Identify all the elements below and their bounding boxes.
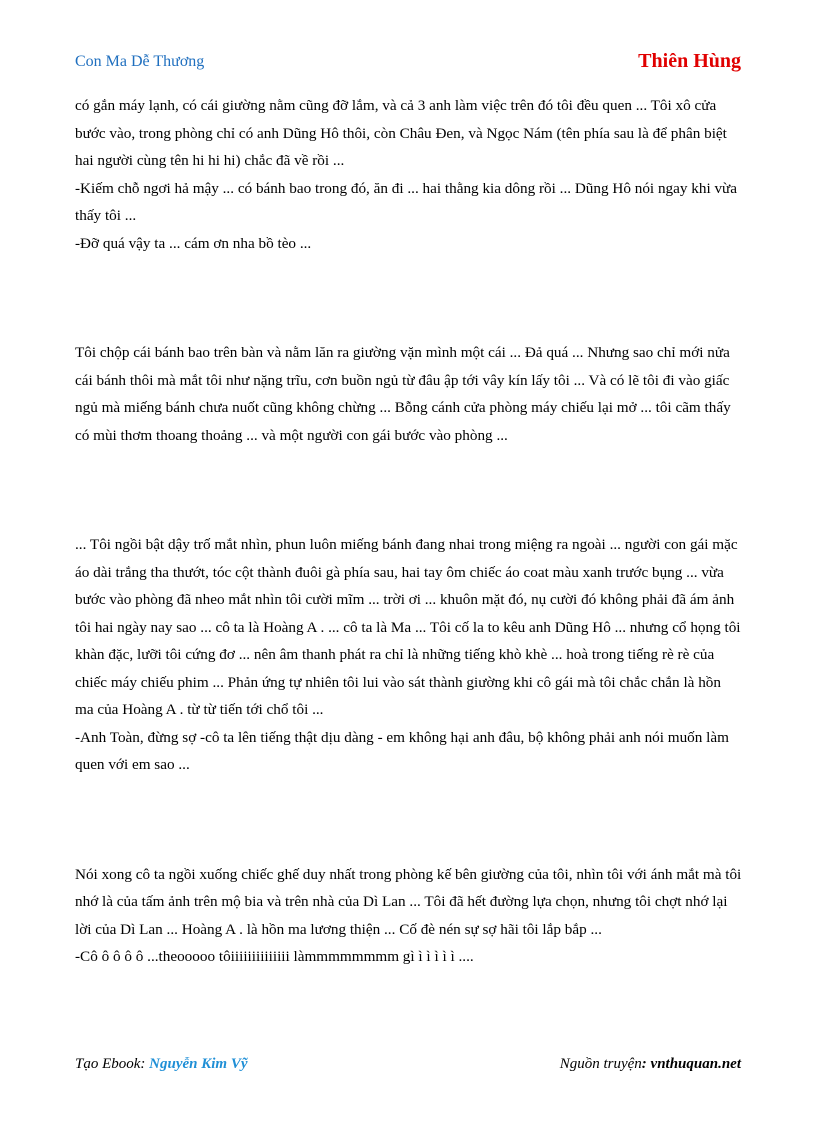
source-separator: : [641,1056,651,1072]
dialogue-line: -Cô ô ô ô ô ...theooooo tôiiiiiiiiiiiiii làmmmmmmmm gì ì ì ì ì ì .... [75,948,474,965]
paragraph: có gắn máy lạnh, có cái giường nằm cũng đỡ lắm, và cả 3 anh làm việc trên đó tôi đều quen ... Tôi xô cửa bước vào, trong phòng chỉ có anh Dũng Hô thôi, còn Châu Đen, và Ngọc Nám (tên phía sau là để phân biệt hai người cùng tên hi hi hi) chắc đã về rồi ... [75,97,727,169]
page-header [75,50,741,76]
ebook-separator: : [140,1056,150,1072]
paragraph: ... Tôi ngồi bật dậy trố mắt nhìn, phun luôn miếng bánh đang nhai trong miệng ra ngoài ... người con gái mặc áo dài trắng tha thướt, tóc cột thành đuôi gà phía sau, hai tay ôm chiếc áo coat màu xanh trước bụng ... vừa bước vào phòng đã nheo mắt nhìn tôi cười mĩm ... trời ơi ... khuôn mặt đó, nụ cười đó không phải đã ám ảnh tôi hai ngày nay sao ... cô ta là Hoàng A . ... cô ta là Ma ... Tôi cố la to kêu anh Dũng Hô ... nhưng cổ họng tôi khàn đặc, lưỡi tôi cứng đơ ... nên âm thanh phát ra chỉ là những tiếng khò khè ... hoà trong tiếng rè rè của chiếc máy chiếu phim ... Phản ứng tự nhiên tôi lui vào sát thành giường khi cô gái mà tôi chắc chắn là hồn ma của Hoàng A . từ từ tiến tới chổ tôi ... [75,536,741,718]
dialogue-line: -Kiếm chỗ ngơi hả mậy ... có bánh bao trong đó, ăn đi ... hai thằng kia dông rồi ... Dũng Hô nói ngay khi vừa thấy tôi ... [75,179,738,224]
author-name: Thiên Hùng [638,50,741,72]
ebook-credit [75,1056,248,1073]
ebook-creator-name: Nguyễn Kim Vỹ [149,1056,248,1072]
ebook-label: Tạo Ebook [75,1056,141,1072]
source-label: Nguồn truyện [559,1056,642,1072]
source-site-link[interactable]: vnthuquan.net [650,1056,741,1072]
paragraph-spacer [75,779,743,861]
source-credit [560,1056,741,1073]
page-footer [75,1056,741,1078]
paragraph-spacer [75,257,743,339]
paragraph: Tôi chộp cái bánh bao trên bàn và nằm lăn ra giường vặn mình một cái ... Đả quá ... Nhưng sao chỉ mới nửa cái bánh thôi mà mắt tôi như nặng trĩu, cơn buồn ngủ từ đâu ập tới vây kín lấy tôi ... Và có lẽ tôi đi vào giấc ngủ mà miếng bánh chưa nuốt cũng không chừng ... Bỗng cánh cửa phòng máy chiếu lại mở ... tôi cãm thấy có mùi thơm thoang thoảng ... và một người con gái bước vào phòng ... [75,344,731,444]
book-title: Con Ma Dễ Thương [75,53,205,70]
paragraph-spacer [75,449,743,531]
dialogue-line: -Đỡ quá vậy ta ... cám ơn nha bồ tèo ... [75,234,312,252]
story-body [75,92,743,971]
dialogue-line: -Anh Toàn, đừng sợ -cô ta lên tiếng thật dịu dàng - em không hại anh đâu, bộ không phải anh nói muốn làm quen với em sao ... [75,728,729,773]
paragraph: Nói xong cô ta ngồi xuống chiếc ghế duy nhất trong phòng kế bên giường của tôi, nhìn tôi với ánh mắt mà tôi nhớ là của tấm ảnh trên mộ bia và trên nhà của Dì Lan ... Tôi đã hết đường lựa chọn, nhưng tôi chợt nhớ lại lời của Dì Lan ... Hoàng A . là hồn ma lương thiện ... Cố đè nén sự sợ hãi tôi lắp bắp ... [75,865,742,938]
